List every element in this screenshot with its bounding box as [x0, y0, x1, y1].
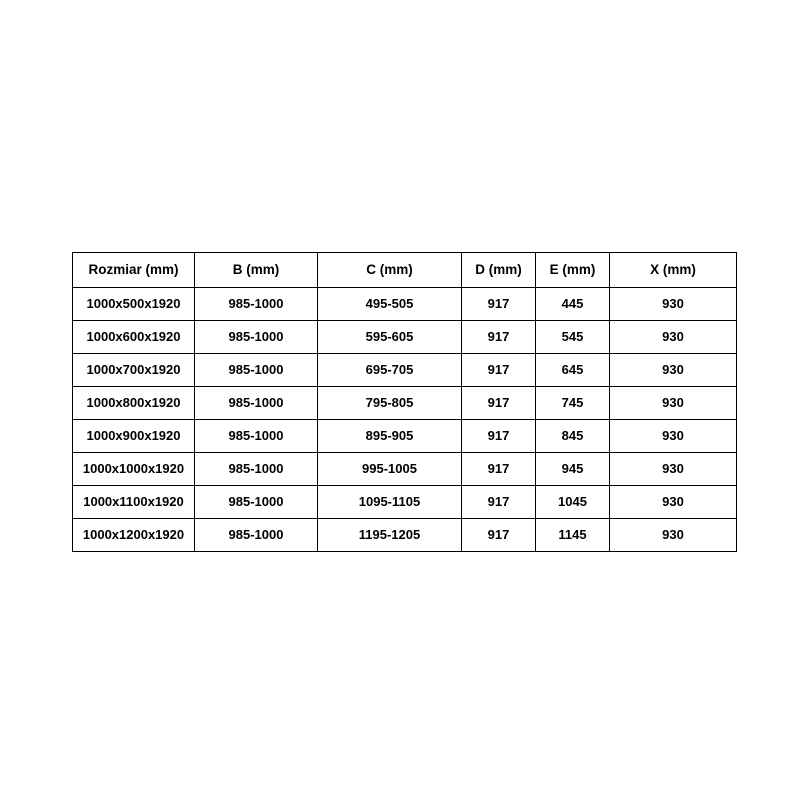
- cell-c: 795-805: [318, 387, 462, 420]
- cell-x: 930: [610, 453, 737, 486]
- cell-d: 917: [462, 453, 536, 486]
- table-row: [73, 519, 737, 552]
- cell-d: 917: [462, 288, 536, 321]
- cell-size: 1000x600x1920: [73, 321, 195, 354]
- column-header-c: C (mm): [318, 253, 462, 288]
- cell-c: 495-505: [318, 288, 462, 321]
- cell-b: 985-1000: [195, 519, 318, 552]
- cell-x: 930: [610, 321, 737, 354]
- cell-e: 945: [536, 453, 610, 486]
- cell-b: 985-1000: [195, 486, 318, 519]
- cell-size: 1000x700x1920: [73, 354, 195, 387]
- table-row: [73, 288, 737, 321]
- cell-b: 985-1000: [195, 453, 318, 486]
- cell-c: 895-905: [318, 420, 462, 453]
- table-row: [73, 387, 737, 420]
- cell-d: 917: [462, 486, 536, 519]
- table-row: [73, 453, 737, 486]
- cell-d: 917: [462, 387, 536, 420]
- cell-size: 1000x500x1920: [73, 288, 195, 321]
- column-header-d: D (mm): [462, 253, 536, 288]
- column-header-x: X (mm): [610, 253, 737, 288]
- cell-b: 985-1000: [195, 288, 318, 321]
- cell-size: 1000x1100x1920: [73, 486, 195, 519]
- specification-table-container: [72, 252, 736, 552]
- cell-x: 930: [610, 354, 737, 387]
- table-body: [73, 288, 737, 552]
- cell-b: 985-1000: [195, 354, 318, 387]
- column-header-rozmiar: Rozmiar (mm): [73, 253, 195, 288]
- cell-e: 1145: [536, 519, 610, 552]
- cell-d: 917: [462, 420, 536, 453]
- cell-size: 1000x1200x1920: [73, 519, 195, 552]
- cell-size: 1000x900x1920: [73, 420, 195, 453]
- cell-b: 985-1000: [195, 387, 318, 420]
- column-header-e: E (mm): [536, 253, 610, 288]
- specification-table: [72, 252, 737, 552]
- table-row: [73, 354, 737, 387]
- table-header-row: [73, 253, 737, 288]
- table-row: [73, 420, 737, 453]
- cell-c: 695-705: [318, 354, 462, 387]
- cell-d: 917: [462, 321, 536, 354]
- cell-b: 985-1000: [195, 420, 318, 453]
- cell-x: 930: [610, 387, 737, 420]
- cell-c: 1095-1105: [318, 486, 462, 519]
- cell-x: 930: [610, 519, 737, 552]
- column-header-b: B (mm): [195, 253, 318, 288]
- cell-x: 930: [610, 288, 737, 321]
- cell-size: 1000x1000x1920: [73, 453, 195, 486]
- cell-e: 545: [536, 321, 610, 354]
- table-row: [73, 321, 737, 354]
- cell-d: 917: [462, 519, 536, 552]
- cell-c: 995-1005: [318, 453, 462, 486]
- cell-b: 985-1000: [195, 321, 318, 354]
- table-header: [73, 253, 737, 288]
- cell-e: 1045: [536, 486, 610, 519]
- cell-d: 917: [462, 354, 536, 387]
- cell-size: 1000x800x1920: [73, 387, 195, 420]
- cell-x: 930: [610, 486, 737, 519]
- cell-e: 445: [536, 288, 610, 321]
- cell-e: 845: [536, 420, 610, 453]
- cell-e: 745: [536, 387, 610, 420]
- cell-c: 1195-1205: [318, 519, 462, 552]
- cell-x: 930: [610, 420, 737, 453]
- cell-c: 595-605: [318, 321, 462, 354]
- table-row: [73, 486, 737, 519]
- cell-e: 645: [536, 354, 610, 387]
